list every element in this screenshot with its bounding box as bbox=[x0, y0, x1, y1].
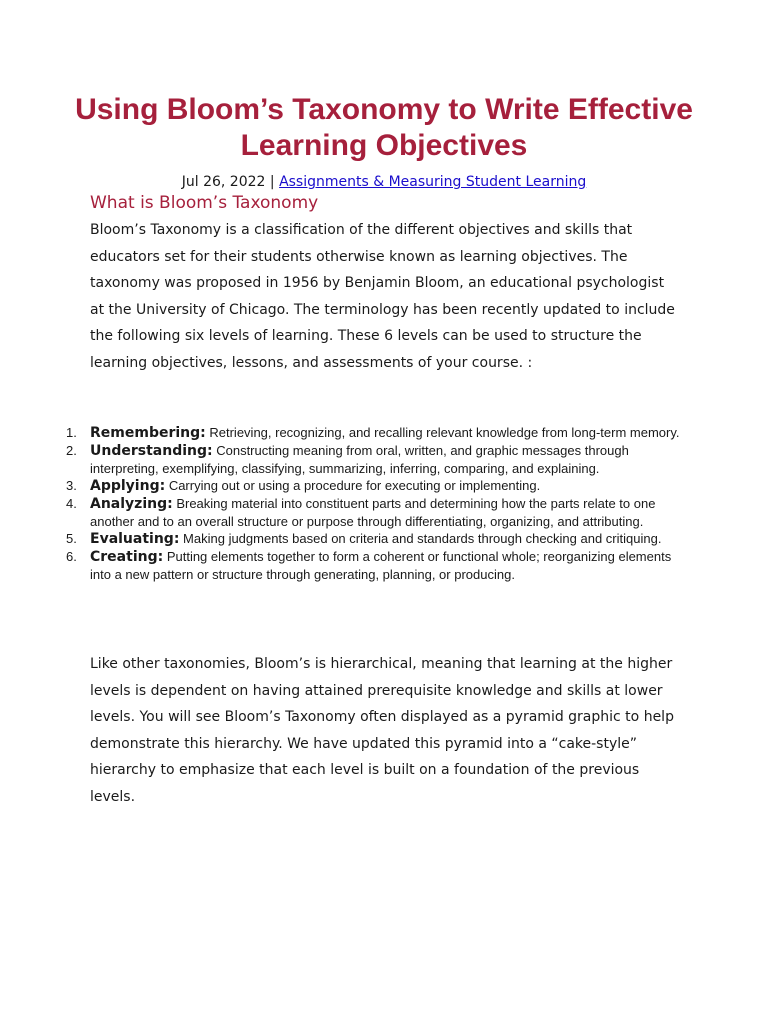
list-number: 4. bbox=[66, 496, 77, 511]
list-number: 6. bbox=[66, 549, 77, 564]
level-name: Applying: bbox=[90, 478, 166, 494]
level-description: Constructing meaning from oral, written, and graphic messages through interpreting, exemplifying, classifying, summarizing, inferring, comparing, and explaining. bbox=[90, 443, 629, 476]
level-description: Breaking material into constituent parts and determining how the parts relate to one another and to an overall structure or purpose through differentiating, organizing, and attributing. bbox=[90, 496, 656, 529]
list-item-evaluating bbox=[0, 530, 768, 548]
intro-paragraph: Bloom’s Taxonomy is a classification of the different objectives and skills that educators set for their students otherwise known as learning objectives. The taxonomy was proposed in 1956 by Benjamin Bloom, an educational psychologist at the University of Chicago. The terminology has been recently updated to include the following six levels of learning. These 6 levels can be used to structure the learning objectives, lessons, and assessments of your course. : bbox=[90, 222, 675, 371]
list-number: 3. bbox=[66, 478, 77, 493]
closing-paragraph: Like other taxonomies, Bloom’s is hierarchical, meaning that learning at the higher levels is dependent on having attained prerequisite knowledge and skills at lower levels. You will see Bloom’s Taxonomy often displayed as a pyramid graphic to help demonstrate this hierarchy. We have updated this pyramid into a “cake-style” hierarchy to emphasize that each level is built on a foundation of the previous levels. bbox=[90, 656, 674, 805]
list-item-applying bbox=[0, 477, 768, 495]
post-date: Jul 26, 2022 bbox=[181, 174, 266, 190]
level-name: Evaluating: bbox=[90, 531, 180, 547]
meta-separator: | bbox=[265, 174, 280, 190]
taxonomy-levels-list bbox=[0, 424, 768, 583]
post-meta bbox=[0, 172, 768, 192]
level-name: Remembering: bbox=[90, 425, 206, 441]
list-number: 2. bbox=[66, 443, 77, 458]
page-title: Using Bloom’s Taxonomy to Write Effective Learning Objectives bbox=[75, 93, 693, 162]
level-description: Carrying out or using a procedure for executing or implementing. bbox=[165, 478, 541, 493]
level-description: Retrieving, recognizing, and recalling relevant knowledge from long-term memory. bbox=[205, 425, 680, 440]
category-link[interactable]: Assignments & Measuring Student Learning bbox=[279, 174, 587, 190]
section-heading: What is Bloom’s Taxonomy bbox=[90, 193, 319, 213]
level-name: Creating: bbox=[90, 549, 164, 565]
level-name: Analyzing: bbox=[90, 496, 173, 512]
list-item-understanding bbox=[0, 442, 768, 477]
level-description: Putting elements together to form a coherent or functional whole; reorganizing elements into a new pattern or structure through generating, planning, or producing. bbox=[90, 549, 672, 582]
list-item-creating bbox=[0, 548, 768, 583]
level-description: Making judgments based on criteria and standards through checking and critiquing. bbox=[179, 531, 662, 546]
list-number: 5. bbox=[66, 531, 77, 546]
level-name: Understanding: bbox=[90, 443, 213, 459]
list-item-remembering bbox=[0, 424, 768, 442]
list-number: 1. bbox=[66, 425, 77, 440]
list-item-analyzing bbox=[0, 495, 768, 530]
